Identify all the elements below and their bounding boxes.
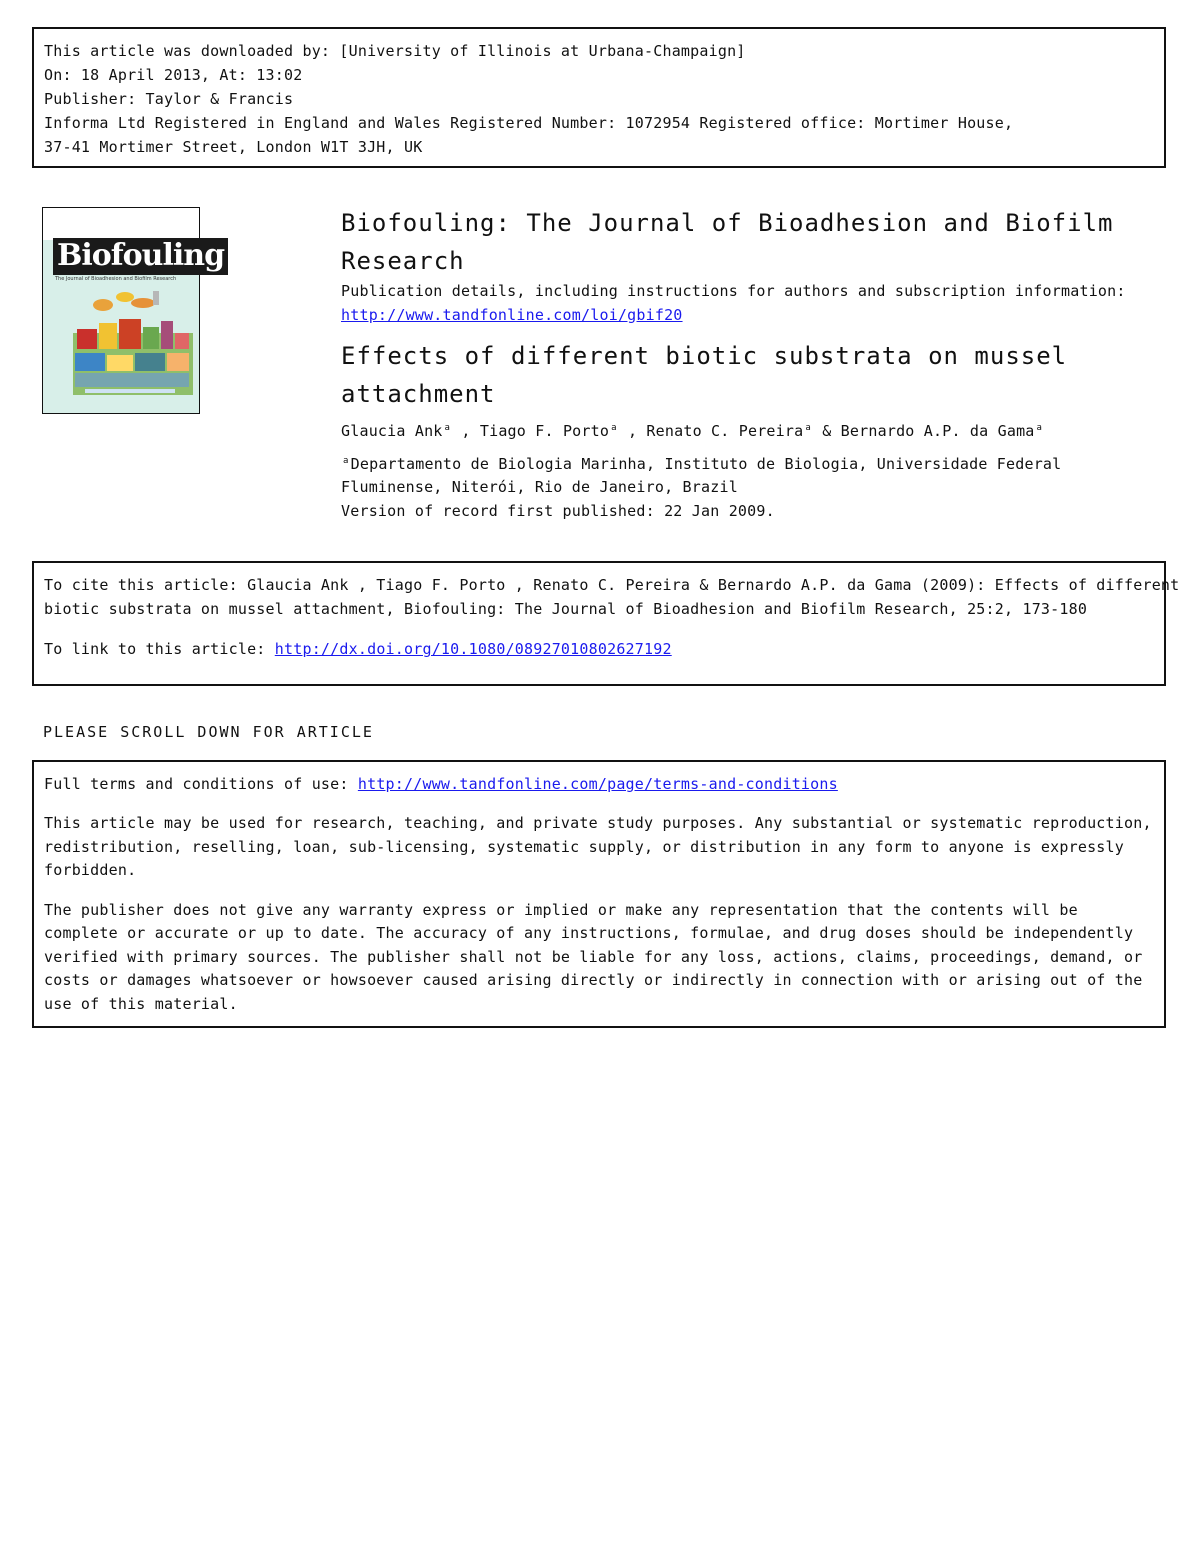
usage-paragraph: This article may be used for research, teaching, and private study purposes. Any substantial or systematic reproduction, redistribution, reselling, loan, sub-licensing, systematic supply, or distribution in any form to anyone is expressly forbidden. bbox=[44, 814, 1152, 879]
terms-link-line bbox=[44, 772, 1154, 796]
article-title: Effects of different biotic substrata on mussel attachment bbox=[341, 342, 1068, 408]
author-list bbox=[341, 417, 1141, 444]
citation-box bbox=[32, 561, 1180, 686]
publication-details: Publication details, including instructions for authors and subscription information: bbox=[341, 282, 1126, 300]
affiliation: $^a$ Departamento de Biologia Marinha, Instituto de Biologia, Universidade Federal bbox=[343, 454, 1062, 473]
article-link-line bbox=[44, 637, 1154, 661]
disclaimer-paragraph: The publisher does not give any warranty express or implied or make any representation that the contents will be complete or accurate or up to date. The accuracy of any instructions, formulae, and drug doses should be independently verified with primary sources. The publisher shall not be liable for any loss, actions, claims, proceedings, demand, or costs or damages whatsoever or howsoever caused arising directly or indirectly in connection with or arising out of the use of this material. bbox=[44, 900, 1143, 1013]
affiliation-continued: Fluminense, Niterói, Rio de Janeiro, Brazil bbox=[341, 478, 738, 496]
journal-cover-image bbox=[42, 207, 225, 414]
journal-title: Biofouling: The Journal of Bioadhesion and Biofilm Research bbox=[341, 209, 1114, 275]
download-date-line: On: 18 April 2013, At: 13:02 bbox=[44, 66, 303, 84]
title-block bbox=[341, 204, 1141, 523]
affiliation-mark: a bbox=[805, 423, 811, 433]
doi-link[interactable]: http://dx.doi.org/10.1080/08927010802627192 bbox=[274, 640, 672, 658]
cover-illustration-icon bbox=[63, 283, 193, 403]
author-name: , Renato C. Pereira bbox=[627, 422, 804, 440]
affiliation-mark: a bbox=[611, 423, 617, 433]
publisher-line: Publisher: Taylor & Francis bbox=[44, 90, 294, 108]
cover-subtitle: The Journal of Bioadhesion and Biofilm Research bbox=[55, 276, 177, 282]
citation-line: biotic substrata on mussel attachment, Biofouling: The Journal of Bioadhesion and Biofilm Research, 25:2, 173-180 bbox=[44, 600, 1088, 618]
author-name: Glaucia Ank bbox=[341, 422, 443, 440]
terms-label: Full terms and conditions of use: bbox=[44, 775, 358, 793]
version-of-record: Version of record first published: 22 Jan 2009. bbox=[341, 501, 775, 520]
journal-url-link[interactable]: http://www.tandfonline.com/loi/gbif20 bbox=[341, 305, 683, 324]
address-line: 37-41 Mortimer Street, London W1T 3JH, UK bbox=[44, 138, 423, 156]
affiliation-mark: a bbox=[343, 455, 349, 466]
download-info-line: This article was downloaded by: [University of Illinois at Urbana-Champaign] bbox=[44, 42, 746, 60]
affiliation-mark: a bbox=[1036, 423, 1043, 433]
registration-line: Informa Ltd Registered in England and Wales Registered Number: 1072954 Registered office: Mortimer House, bbox=[44, 114, 1014, 132]
article-link-label: To link to this article: bbox=[44, 640, 275, 658]
cover-title: Biofouling bbox=[53, 238, 228, 275]
author-name: , Tiago F. Porto bbox=[461, 422, 610, 440]
affiliation-mark: a bbox=[444, 423, 451, 433]
download-info-box bbox=[32, 27, 1166, 168]
author-name: & Bernardo A.P. da Gama bbox=[822, 422, 1035, 440]
citation-line: To cite this article: Glaucia Ank , Tiago F. Porto , Renato C. Pereira & Bernardo A.P. da Gama (2009): Effects of different bbox=[44, 576, 1180, 594]
terms-link[interactable]: http://www.tandfonline.com/page/terms-and-conditions bbox=[357, 775, 838, 793]
scroll-down-note: PLEASE SCROLL DOWN FOR ARTICLE bbox=[43, 723, 374, 741]
terms-box bbox=[32, 760, 1166, 1028]
